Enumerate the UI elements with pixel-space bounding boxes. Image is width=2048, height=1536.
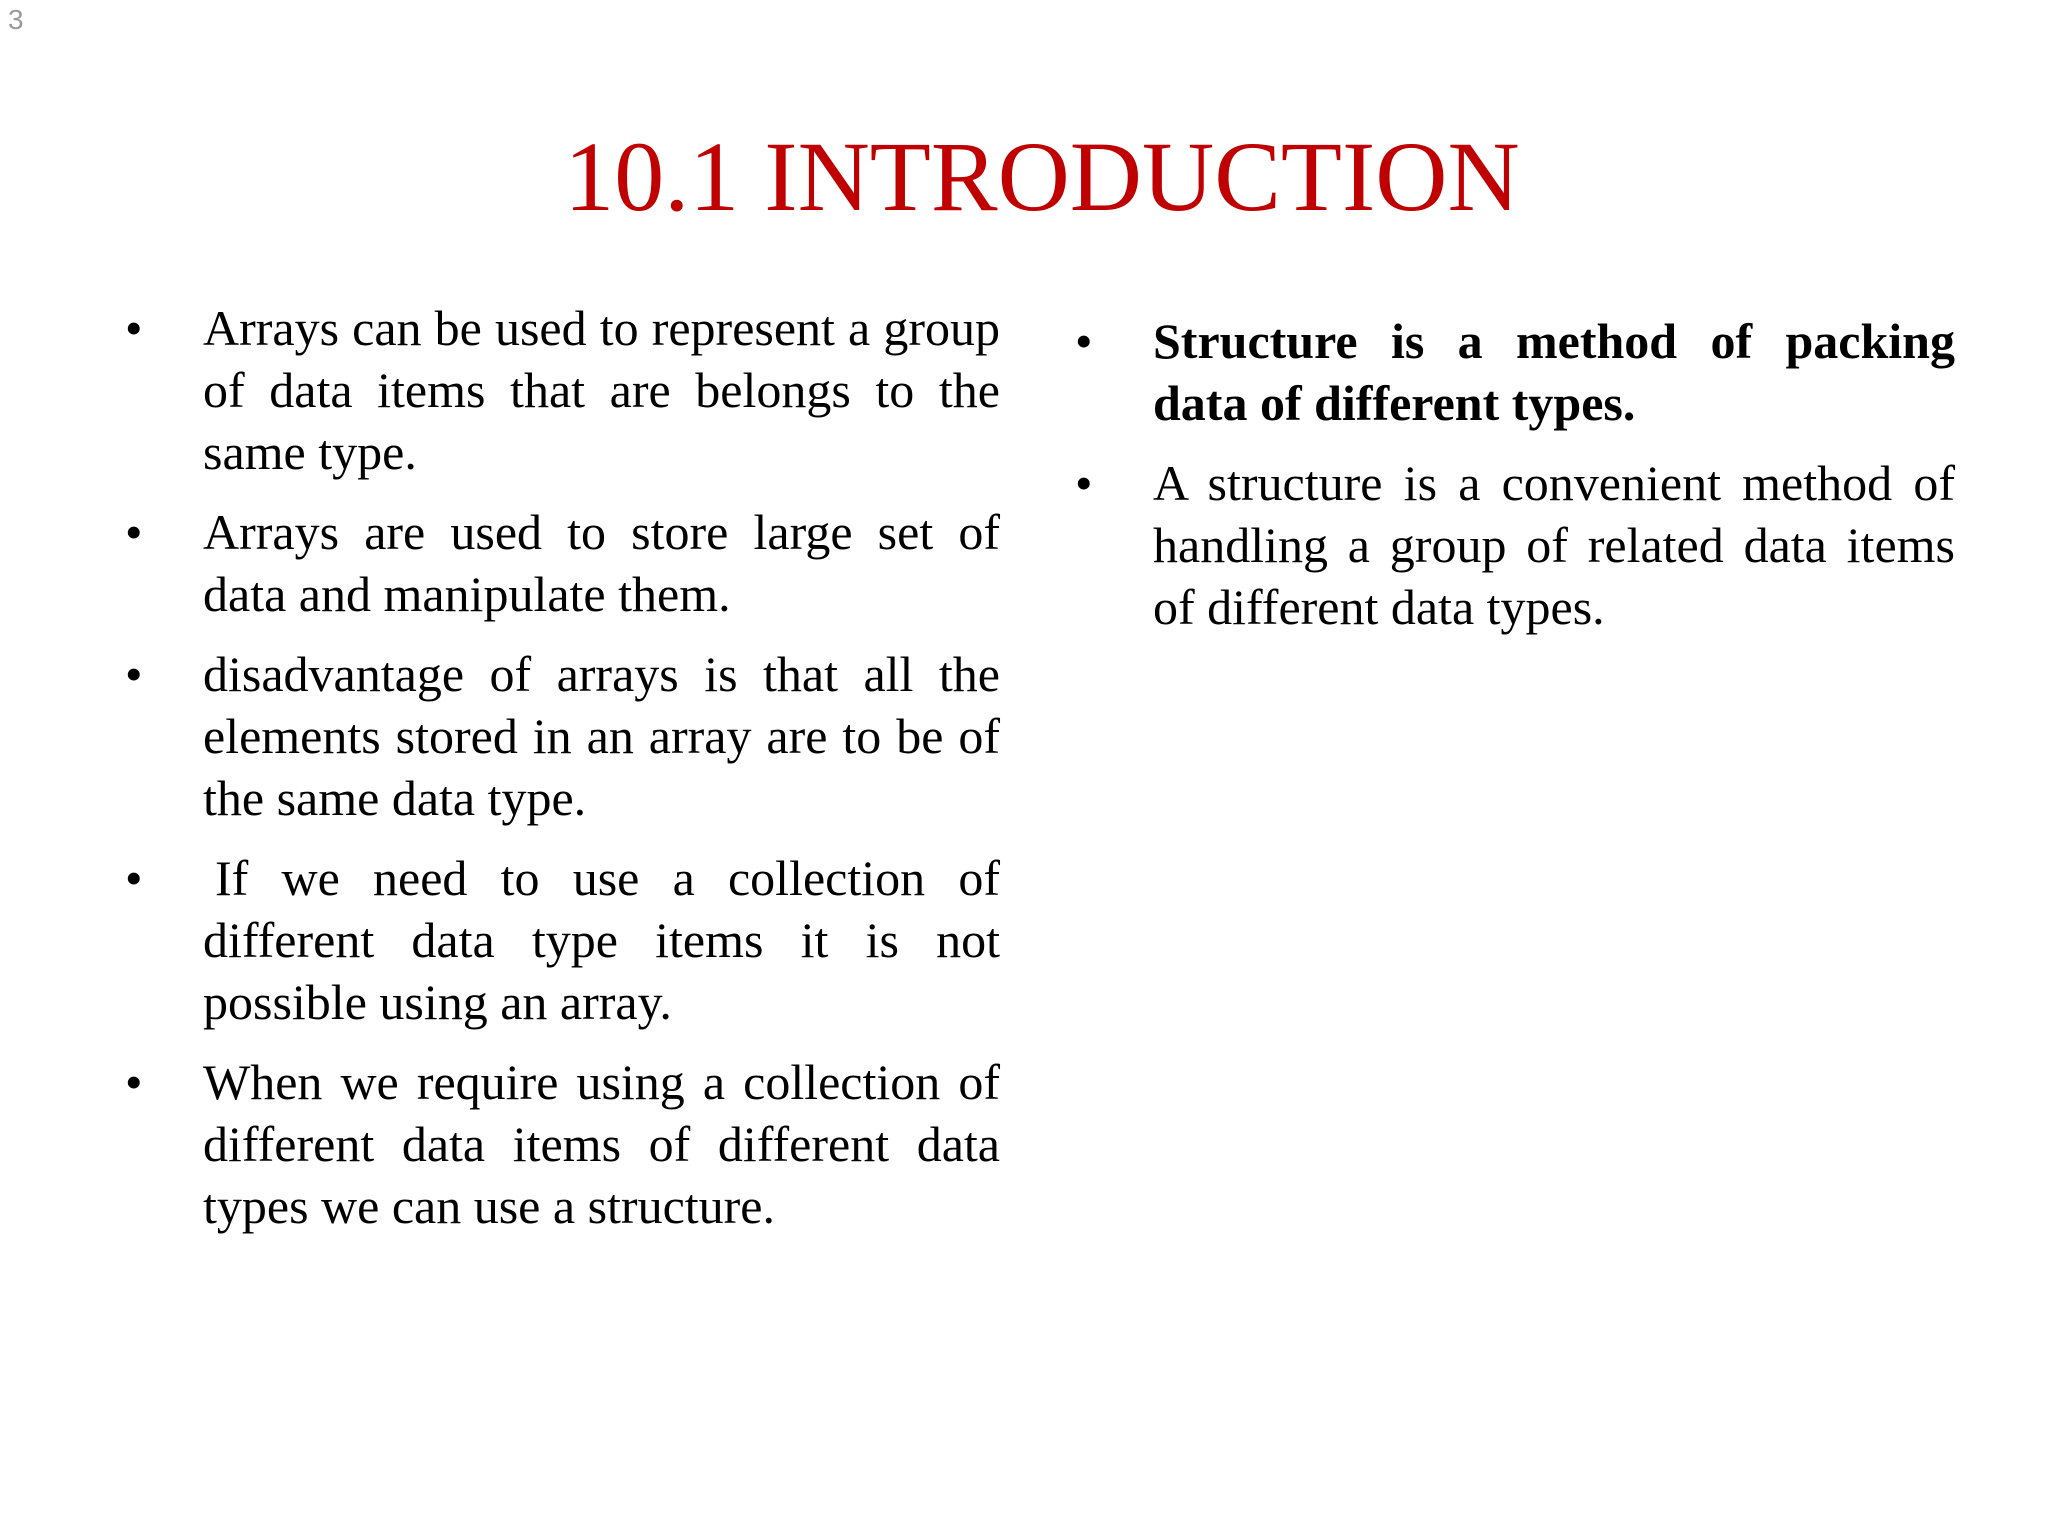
bullet-text: Arrays can be used to represent a group of data items that are belongs to the same type.: [203, 300, 1000, 480]
right-bullet-item-1: [1075, 310, 1955, 434]
slide-title: 10.1 INTRODUCTION: [564, 121, 1520, 232]
bullet-icon: •: [125, 646, 143, 702]
bullet-text: If we need to use a collection of different data type items it is not possible using an array.: [203, 850, 1000, 1030]
bullet-text: Structure is a method of packing data of different types.: [1153, 313, 1955, 431]
bullet-icon: •: [125, 850, 143, 906]
left-bullet-item-2: [125, 501, 1000, 625]
bullet-icon: •: [125, 1054, 143, 1110]
left-bullet-item-3: [125, 643, 1000, 829]
left-bullet-item-4: [125, 847, 1000, 1033]
bullet-text: When we require using a collection of different data items of different data types we can use a structure.: [203, 1054, 1000, 1234]
left-bullet-list: [125, 297, 1000, 1255]
right-bullet-list: [1075, 310, 1955, 656]
bullet-icon: •: [125, 504, 143, 560]
bullet-text: A structure is a convenient method of handling a group of related data items of different data types.: [1153, 455, 1955, 635]
bullet-text: Arrays are used to store large set of data and manipulate them.: [203, 504, 1000, 622]
left-bullet-item-1: [125, 297, 1000, 483]
right-bullet-item-2: [1075, 452, 1955, 638]
bullet-icon: •: [125, 300, 143, 356]
bullet-icon: •: [1075, 313, 1093, 369]
bullet-icon: •: [1075, 455, 1093, 511]
bullet-text: disadvantage of arrays is that all the elements stored in an array are to be of the same data type.: [203, 646, 1000, 826]
left-bullet-item-5: [125, 1051, 1000, 1237]
slide-number: 3: [8, 4, 24, 35]
